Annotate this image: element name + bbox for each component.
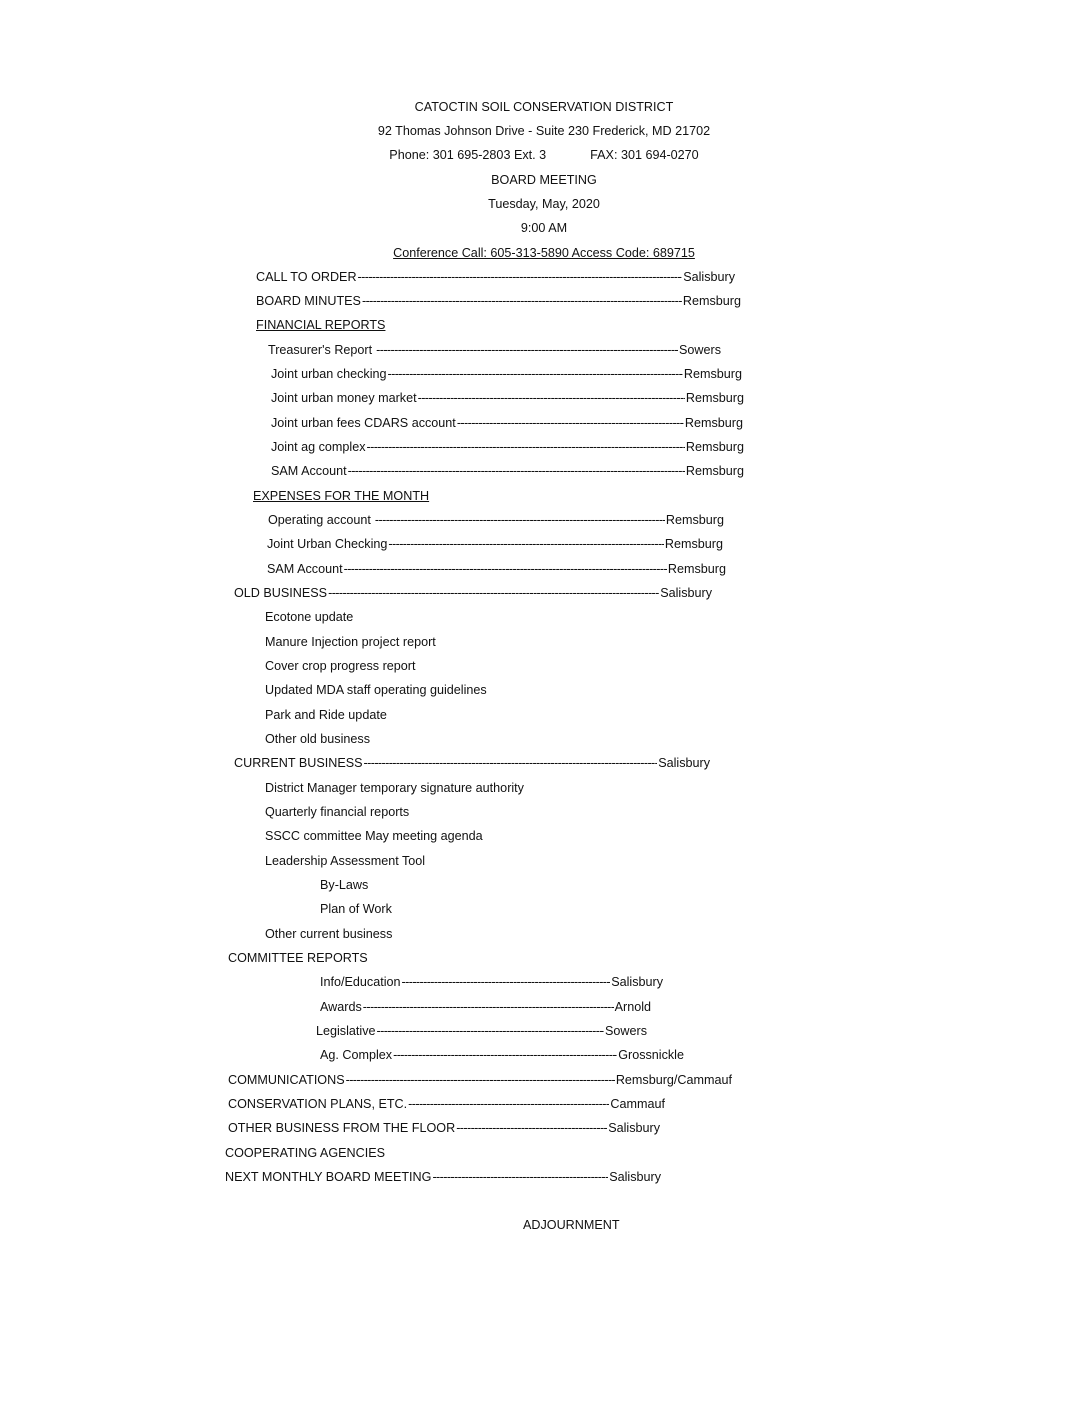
agenda-label: Joint Urban Checking bbox=[267, 537, 388, 551]
agenda-label: OTHER BUSINESS FROM THE FLOOR bbox=[228, 1121, 456, 1135]
agenda-label: Joint urban money market bbox=[271, 391, 417, 405]
agenda-person: Salisbury bbox=[608, 1121, 660, 1135]
old-business-item: Park and Ride update bbox=[265, 708, 387, 722]
section-expenses: EXPENSES FOR THE MONTH bbox=[253, 489, 430, 503]
section-cooperating-agencies: COOPERATING AGENCIES bbox=[225, 1146, 386, 1160]
agenda-person: Remsburg/Cammauf bbox=[615, 1073, 732, 1087]
leader-dashes bbox=[457, 415, 684, 431]
phone-number: Phone: 301 695-2803 Ext. 3 bbox=[389, 148, 547, 162]
agenda-row-joint-urban-money-market bbox=[271, 390, 744, 406]
leader-dashes bbox=[367, 439, 685, 455]
org-name: CATOCTIN SOIL CONSERVATION DISTRICT bbox=[414, 100, 674, 114]
agenda-person: Remsburg bbox=[685, 440, 744, 454]
leader-dashes bbox=[364, 755, 658, 771]
old-business-item: Ecotone update bbox=[265, 610, 354, 624]
agenda-label: Ag. Complex bbox=[320, 1048, 393, 1062]
meeting-date: Tuesday, May, 2020 bbox=[488, 197, 600, 211]
leader-dashes bbox=[346, 1072, 615, 1088]
agenda-label: Info/Education bbox=[320, 975, 401, 989]
agenda-person: Remsburg bbox=[664, 537, 723, 551]
agenda-person: Remsburg bbox=[665, 513, 724, 527]
current-business-item: District Manager temporary signature authority bbox=[265, 781, 524, 795]
agenda-label: CONSERVATION PLANS, ETC. bbox=[228, 1097, 408, 1111]
leadership-sub-item: Plan of Work bbox=[320, 902, 392, 916]
leader-dashes bbox=[402, 974, 611, 990]
old-business-item: Updated MDA staff operating guidelines bbox=[265, 683, 487, 697]
leader-dashes bbox=[388, 536, 664, 552]
leader-dashes bbox=[362, 293, 682, 309]
agenda-row-call-to-order bbox=[256, 269, 735, 285]
agenda-row-old-business bbox=[234, 585, 712, 601]
leader-dashes bbox=[377, 1023, 604, 1039]
agenda-person: Remsburg bbox=[683, 367, 742, 381]
old-business-item: Cover crop progress report bbox=[265, 659, 416, 673]
leader-dashes bbox=[358, 269, 683, 285]
agenda-label: Treasurer's Report bbox=[268, 343, 373, 357]
agenda-label: BOARD MINUTES bbox=[256, 294, 361, 308]
agenda-person: Remsburg bbox=[685, 464, 744, 478]
agenda-person: Remsburg bbox=[667, 562, 726, 576]
agenda-person: Salisbury bbox=[658, 756, 710, 770]
agenda-label: Operating account bbox=[268, 513, 371, 527]
current-business-item: SSCC committee May meeting agenda bbox=[265, 829, 483, 843]
conference-call-info: Conference Call: 605-313-5890 Access Code: 689715 bbox=[393, 246, 695, 260]
agenda-person: Grossnickle bbox=[618, 1048, 684, 1062]
agenda-row-sam-account-exp bbox=[267, 561, 726, 577]
agenda-label: CALL TO ORDER bbox=[256, 270, 357, 284]
agenda-label: CURRENT BUSINESS bbox=[234, 756, 363, 770]
org-address: 92 Thomas Johnson Drive - Suite 230 Frederick, MD 21702 bbox=[377, 124, 711, 138]
agenda-person: Sowers bbox=[605, 1024, 647, 1038]
agenda-label: COMMUNICATIONS bbox=[228, 1073, 345, 1087]
leader-dashes bbox=[418, 390, 685, 406]
old-business-item: Manure Injection project report bbox=[265, 635, 436, 649]
agenda-label: SAM Account bbox=[267, 562, 343, 576]
agenda-row-joint-ag-complex bbox=[271, 439, 744, 455]
agenda-person: Salisbury bbox=[609, 1170, 661, 1184]
agenda-label: OLD BUSINESS bbox=[234, 586, 328, 600]
agenda-row-ag-complex-committee bbox=[320, 1047, 684, 1063]
leader-dashes bbox=[432, 1169, 608, 1185]
agenda-label: Awards bbox=[320, 1000, 362, 1014]
leader-dashes bbox=[363, 999, 614, 1015]
agenda-person: Arnold bbox=[614, 1000, 651, 1014]
agenda-label: Joint urban checking bbox=[271, 367, 387, 381]
leader-dashes bbox=[408, 1096, 609, 1112]
leader-dashes bbox=[393, 1047, 617, 1063]
leader-dashes bbox=[375, 512, 665, 528]
agenda-person: Salisbury bbox=[660, 586, 712, 600]
adjournment: ADJOURNMENT bbox=[523, 1218, 620, 1232]
old-business-item: Other old business bbox=[265, 732, 371, 746]
agenda-person: Cammauf bbox=[610, 1097, 665, 1111]
agenda-label: Joint ag complex bbox=[271, 440, 366, 454]
agenda-row-board-minutes bbox=[256, 293, 741, 309]
current-business-item: Quarterly financial reports bbox=[265, 805, 410, 819]
agenda-row-legislative bbox=[316, 1023, 647, 1039]
leader-dashes bbox=[388, 366, 683, 382]
agenda-row-joint-urban-checking-exp bbox=[267, 536, 723, 552]
leader-dashes bbox=[456, 1120, 607, 1136]
agenda-person: Sowers bbox=[679, 343, 721, 357]
agenda-person: Salisbury bbox=[611, 975, 663, 989]
agenda-label: Joint urban fees CDARS account bbox=[271, 416, 456, 430]
agenda-person: Remsburg bbox=[684, 416, 743, 430]
leader-dashes bbox=[376, 342, 678, 358]
section-committee-reports: COMMITTEE REPORTS bbox=[228, 951, 368, 965]
meeting-title: BOARD MEETING bbox=[491, 173, 597, 187]
agenda-row-communications bbox=[228, 1072, 732, 1088]
agenda-label: Legislative bbox=[316, 1024, 376, 1038]
agenda-row-awards bbox=[320, 999, 651, 1015]
leadership-sub-item: By-Laws bbox=[320, 878, 369, 892]
agenda-person: Remsburg bbox=[682, 294, 741, 308]
agenda-row-current-business bbox=[234, 755, 710, 771]
contact-line bbox=[0, 147, 1088, 163]
fax-number: FAX: 301 694-0270 bbox=[590, 148, 699, 162]
agenda-label: NEXT MONTHLY BOARD MEETING bbox=[225, 1170, 432, 1184]
current-business-item: Other current business bbox=[265, 927, 393, 941]
section-financial-reports: FINANCIAL REPORTS bbox=[256, 318, 386, 332]
agenda-row-joint-urban-fees-cdars bbox=[271, 415, 743, 431]
agenda-label: SAM Account bbox=[271, 464, 347, 478]
leader-dashes bbox=[348, 463, 685, 479]
agenda-row-treasurers-report bbox=[268, 342, 721, 358]
agenda-row-next-meeting bbox=[225, 1169, 661, 1185]
meeting-time: 9:00 AM bbox=[520, 221, 568, 235]
agenda-row-sam-account bbox=[271, 463, 744, 479]
agenda-row-operating-account bbox=[268, 512, 724, 528]
agenda-row-info-education bbox=[320, 974, 663, 990]
agenda-person: Salisbury bbox=[683, 270, 735, 284]
agenda-person: Remsburg bbox=[685, 391, 744, 405]
agenda-row-joint-urban-checking bbox=[271, 366, 742, 382]
agenda-row-other-business bbox=[228, 1120, 660, 1136]
current-business-item: Leadership Assessment Tool bbox=[265, 854, 426, 868]
agenda-row-conservation-plans bbox=[228, 1096, 665, 1112]
leader-dashes bbox=[344, 561, 667, 577]
leader-dashes bbox=[328, 585, 659, 601]
